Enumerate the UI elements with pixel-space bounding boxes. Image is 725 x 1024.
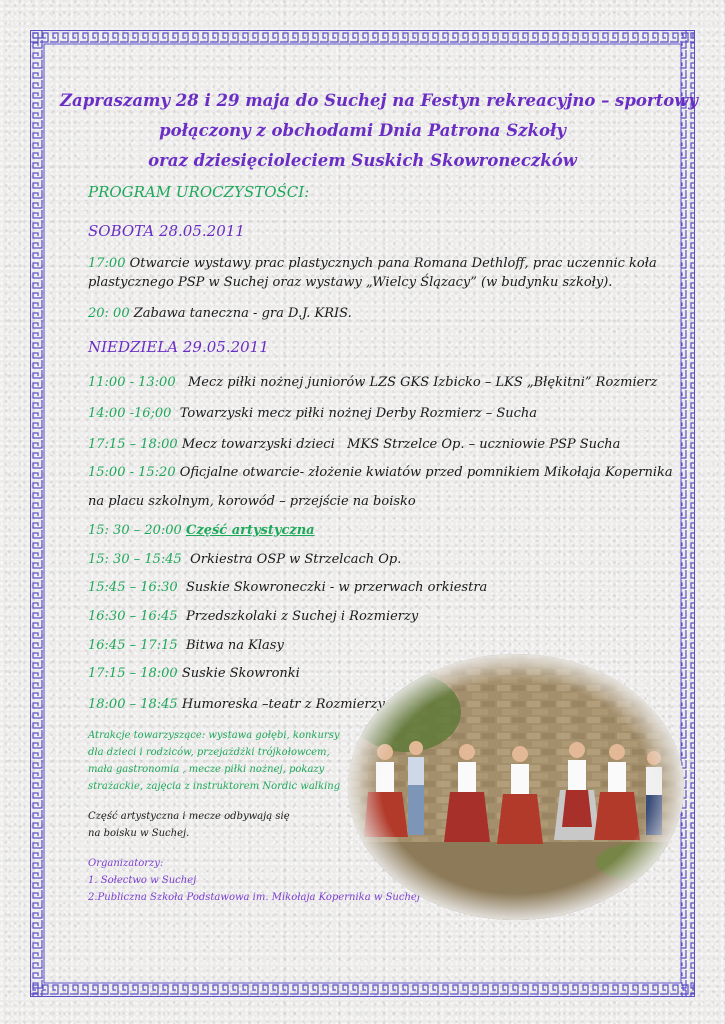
time-label: 11:00 - 13:00 <box>88 375 176 390</box>
organizer-item: 1. Sołectwo w Suchej <box>88 875 197 886</box>
saturday-item-2 <box>88 306 352 321</box>
sunday-item <box>88 609 418 624</box>
event-text: Przedszkolaki z Suchej i Rozmierzy <box>177 609 419 624</box>
event-text: Otwarcie wystawy prac plastycznych pana Romana Dethloff, prac uczennic koła <box>129 256 657 271</box>
event-text: Suskie Skowronki <box>177 666 300 681</box>
event-title <box>60 86 699 176</box>
title-line-2: połączony z obchodami Dnia Patrona Szkoły <box>159 121 566 140</box>
event-text: Mecz towarzyski dzieci MKS Strzelce Op. – uczniowie PSP Sucha <box>177 437 621 452</box>
saturday-heading: SOBOTA 28.05.2011 <box>88 222 245 240</box>
attractions-block <box>88 727 340 795</box>
time-label: 16:30 – 16:45 <box>88 609 178 624</box>
sunday-item <box>88 465 673 480</box>
sunday-item <box>88 523 315 538</box>
time-label: 17:15 – 18:00 <box>88 437 178 452</box>
sunday-item <box>88 697 385 712</box>
time-label: 15: 30 – 15:45 <box>88 552 182 567</box>
venue-note <box>88 808 290 842</box>
event-text: Bitwa na Klasy <box>177 638 284 653</box>
time-label: 20: 00 <box>88 306 130 321</box>
sunday-item <box>88 666 300 681</box>
attractions-line: Atrakcje towarzyszące: wystawa gołębi, konkursy <box>88 730 340 741</box>
venue-line: Część artystyczna i mecze odbywają się <box>88 811 290 822</box>
sunday-item <box>88 406 537 421</box>
sunday-item <box>88 437 620 452</box>
sunday-heading: NIEDZIELA 29.05.2011 <box>88 338 269 356</box>
sunday-item <box>88 552 401 567</box>
event-text: Orkiestra OSP w Strzelcach Op. <box>181 552 402 567</box>
time-label: 17:15 – 18:00 <box>88 666 178 681</box>
title-line-1: Zapraszamy 28 i 29 maja do Suchej na Festyn rekreacyjno – sportowy <box>60 91 699 110</box>
event-text: Towarzyski mecz piłki nożnej Derby Rozmierz – Sucha <box>171 406 538 421</box>
artistic-part-label: Część artystyczna <box>185 523 315 538</box>
sunday-item <box>88 375 657 390</box>
sunday-item <box>88 638 284 653</box>
time-label: 17:00 <box>88 256 126 271</box>
event-text: Mecz piłki nożnej juniorów LZS GKS Izbicko – LKS „Błękitni” Rozmierz <box>175 375 658 390</box>
saturday-item-1 <box>88 256 657 271</box>
sunday-item-cont: na placu szkolnym, korowód – przejście na boisko <box>88 494 416 509</box>
organizers-heading: Organizatorzy: <box>88 858 164 869</box>
attractions-line: strażackie, zajęcia z instruktorem Nordic walking <box>88 781 341 792</box>
time-label: 14:00 -16;00 <box>88 406 172 421</box>
event-text: Humoreska –teatr z Rozmierzy <box>177 697 385 712</box>
time-label: 16:45 – 17:15 <box>88 638 178 653</box>
saturday-item-1-cont: plastycznego PSP w Suchej oraz wystawy „Wielcy Ślązacy” (w budynku szkoły). <box>88 275 613 290</box>
program-heading: PROGRAM UROCZYSTOŚCI: <box>88 183 310 201</box>
event-text: Zabawa taneczna - gra D.J. KRIS. <box>133 306 352 321</box>
title-line-3: oraz dziesięcioleciem Suskich Skowroneczków <box>148 151 577 170</box>
organizer-item: 2.Publiczna Szkoła Podstawowa im. Mikołaja Kopernika w Suchej <box>88 892 420 903</box>
event-text: Oficjalne otwarcie- złożenie kwiatów przed pomnikiem Mikołaja Kopernika <box>175 465 673 480</box>
time-label: 15:45 – 16:30 <box>88 580 178 595</box>
attractions-line: dla dzieci i rodziców, przejażdżki trójkołowcem, <box>88 747 330 758</box>
time-label: 18:00 – 18:45 <box>88 697 178 712</box>
folk-dancers-photo <box>346 652 686 922</box>
sunday-item <box>88 580 487 595</box>
venue-line: na boisku w Suchej. <box>88 828 190 839</box>
time-label: 15: 30 – 20:00 <box>88 523 182 538</box>
attractions-line: mała gastronomia , mecze piłki nożnej, pokazy <box>88 764 325 775</box>
time-label: 15:00 - 15:20 <box>88 465 176 480</box>
event-text: Suskie Skowroneczki - w przerwach orkiestra <box>177 580 488 595</box>
